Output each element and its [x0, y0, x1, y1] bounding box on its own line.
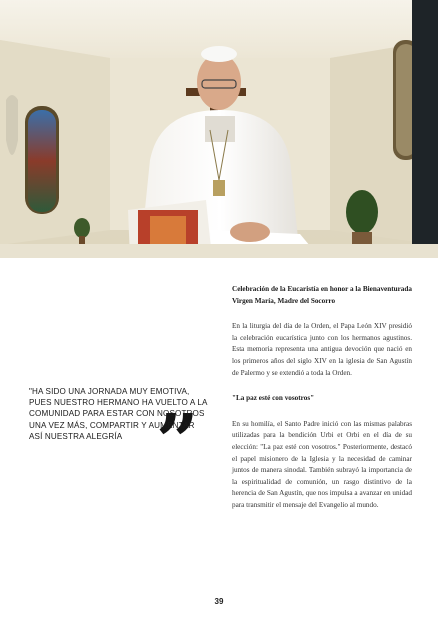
article-paragraph-2: En su homilía, el Santo Padre inició con las mismas palabras utilizadas para la bendición Urbi et Orbi en el día de su elección: "La paz esté con vosotros." Posteriormente, destacó el papel misionero de la Iglesia y la necesidad de caminar juntos de manera sinodal. También subrayó la importancia de la espiritualidad de comunión, un rasgo distintivo de la herencia de San Agustín, que nos impulsa a avanzar en unidad para transmitir el mensaje del Evangelio al mundo. — [232, 419, 412, 509]
quotation-mark-icon: ” — [156, 399, 195, 485]
article-subheading: "La paz esté con vosotros" — [232, 394, 315, 403]
article-paragraph-1: En la liturgia del día de la Orden, el Papa León XIV presidió la celebración eucarística junto con los hermanos agustinos. Esta memoria representa una antigua devoción que nació en los primeros años del siglo XIV en la iglesia de San Agustín de Palermo y se extendió a toda la Orden. — [232, 322, 412, 377]
article-column — [232, 284, 412, 512]
header-photo — [0, 0, 438, 258]
page-number: 39 — [214, 597, 224, 606]
pull-quote: "HA SIDO UNA JORNADA MUY EMOTIVA, PUES NUESTRO HERMANO HA VUELTO A LA COMUNIDAD PARA ESTAR CON NOSOTROS UNA VEZ MÁS, COMPARTIR Y AUMENTAR ASÍ NUESTRA ALEGRÍA — [29, 387, 208, 441]
photo-illustration — [0, 0, 438, 258]
article-heading: Celebración de la Eucaristía en honor a la Bienaventurada Virgen María, Madre del Socorro — [232, 285, 412, 305]
